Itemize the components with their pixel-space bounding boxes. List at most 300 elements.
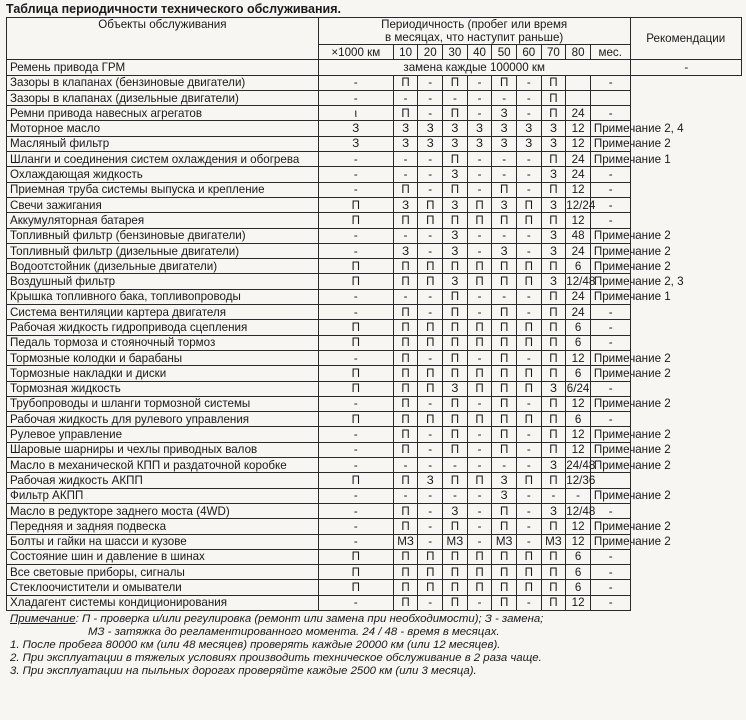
interval-cell: П [467,381,492,396]
interval-cell: П [418,565,443,580]
interval-cell: П [492,580,517,595]
interval-cell: - [393,167,418,182]
interval-cell: З [418,473,443,488]
months-cell: 12 [566,121,591,136]
interval-cell: - [492,458,517,473]
item-name: Рабочая жидкость АКПП [7,473,319,488]
table-row [7,75,742,90]
interval-cell: - [318,503,393,518]
interval-cell: П [516,473,541,488]
recommendation: - [590,167,630,182]
months-cell: 12 [566,427,591,442]
interval-cell: - [467,305,492,320]
months-cell: 12 [566,595,591,610]
header-km-10: 10 [393,45,418,60]
months-cell: 12/24 [566,198,596,212]
interval-cell: П [492,396,517,411]
interval-cell: П [467,473,492,488]
recommendation [590,473,630,488]
interval-cell: П [318,197,393,212]
item-name: Водоотстойник (дизельные двигатели) [7,259,319,274]
table-row [7,350,742,365]
interval-cell: З [443,167,468,182]
interval-cell: МЗ [443,534,468,549]
header-months: мес. [590,45,630,60]
interval-cell: П [393,366,418,381]
interval-cell: - [418,90,443,105]
interval-cell: П [318,366,393,381]
interval-cell: П [492,549,517,564]
recommendation: - [590,565,630,580]
recommendation: - [590,412,630,427]
interval-cell: П [393,259,418,274]
interval-cell: П [541,442,566,457]
months-cell: 12 [566,519,591,534]
recommendation: Примечание 2 [590,136,630,151]
recommendation: Примечание 2 [590,534,630,549]
recommendation: - [590,381,630,396]
interval-cell: П [418,320,443,335]
interval-cell: П [443,259,468,274]
interval-cell: П [393,213,418,228]
months-cell: 12 [566,213,591,228]
interval-cell: - [467,75,492,90]
interval-cell: З [393,243,418,258]
interval-cell: - [318,167,393,182]
interval-cell: - [516,167,541,182]
table-row [7,381,742,396]
months-cell: 12 [566,182,591,197]
item-name: Состояние шин и давление в шинах [7,549,319,564]
item-name: Воздушный фильтр [7,274,319,289]
interval-cell: - [393,458,418,473]
interval-cell: З [541,228,566,243]
table-row [7,305,742,320]
interval-cell: П [318,381,393,396]
interval-cell: П [443,412,468,427]
interval-cell: П [418,213,443,228]
interval-cell: П [443,519,468,534]
item-name: Хладагент системы кондиционирования [7,595,319,610]
header-km-80: 80 [566,45,591,60]
interval-cell: - [418,519,443,534]
interval-cell: П [541,259,566,274]
recommendation: Примечание 2 [590,350,630,365]
table-row [7,167,742,182]
interval-cell: З [492,197,517,212]
interval-cell: П [443,396,468,411]
interval-cell: П [393,305,418,320]
interval-cell: П [318,473,393,488]
interval-cell: П [393,565,418,580]
months-cell: 6 [566,366,591,381]
interval-cell: З [492,488,517,503]
maintenance-table [6,17,742,611]
notes-line2: МЗ - затяжка до регламентированного момента. 24 / 48 - время в месяцах. [88,625,500,638]
interval-cell: - [467,442,492,457]
recommendation: Примечание 2 [590,519,630,534]
interval-cell: П [492,75,517,90]
interval-cell: П [318,213,393,228]
interval-cell: П [516,565,541,580]
header-periodicity-line1: Периодичность (пробег или время [381,18,568,31]
table-row [7,152,742,167]
interval-cell: З [467,136,492,151]
interval-cell: - [467,289,492,304]
interval-cell: - [318,396,393,411]
months-cell: 6/24 [566,382,590,396]
interval-cell: З [492,473,517,488]
interval-cell: З [492,243,517,258]
interval-cell: П [318,580,393,595]
interval-cell: П [393,381,418,396]
interval-cell: П [467,213,492,228]
notes-line3: 1. После пробега 80000 км (или 48 месяцев) проверять каждые 20000 км (или 12 месяцев). [10,638,501,651]
interval-cell: - [318,519,393,534]
interval-cell: П [418,274,443,289]
table-row [7,580,742,595]
interval-cell: П [541,549,566,564]
interval-cell: П [443,106,468,121]
interval-cell: П [443,595,468,610]
interval-cell: П [492,366,517,381]
interval-cell: - [467,396,492,411]
interval-cell: П [541,366,566,381]
interval-cell: П [541,595,566,610]
interval-cell: З [541,167,566,182]
header-km-40: 40 [467,45,492,60]
interval-cell: - [318,75,393,90]
interval-cell: П [418,259,443,274]
recommendation: - [630,60,741,75]
table-row [7,427,742,442]
interval-cell: П [516,366,541,381]
notes [10,613,738,678]
interval-cell: П [492,412,517,427]
interval-cell: - [516,427,541,442]
interval-cell: - [516,595,541,610]
item-name: Ремни привода навесных агрегатов [7,106,319,121]
interval-cell: П [443,442,468,457]
recommendation: Примечание 2 [590,442,630,457]
interval-cell: - [467,152,492,167]
recommendation: - [590,320,630,335]
interval-cell: П [443,152,468,167]
header-objects: Объекты обслуживания [7,18,319,60]
interval-cell: П [443,580,468,595]
interval-cell: - [418,106,443,121]
interval-cell: - [393,289,418,304]
table-row [7,259,742,274]
interval-cell: - [318,182,393,197]
item-name: Шаровые шарниры и чехлы приводных валов [7,442,319,457]
interval-cell: П [467,335,492,350]
interval-cell: - [418,595,443,610]
item-name: Топливный фильтр (дизельные двигатели) [7,243,319,258]
item-name: Болты и гайки на шасси и кузове [7,534,319,549]
interval-cell: - [393,90,418,105]
item-name: Фильтр АКПП [7,488,319,503]
interval-cell: З [541,458,566,473]
interval-cell: - [516,442,541,457]
interval-cell: - [492,228,517,243]
interval-cell: П [467,565,492,580]
interval-cell: П [516,213,541,228]
interval-cell: З [418,136,443,151]
table-row [7,366,742,381]
interval-cell: П [492,305,517,320]
interval-cell: - [516,488,541,503]
item-name: Рулевое управление [7,427,319,442]
item-name: Моторное масло [7,121,319,136]
interval-cell: - [318,458,393,473]
table-row [7,274,742,289]
interval-cell: П [541,565,566,580]
table-row [7,121,742,136]
table-row [7,473,742,488]
interval-cell: МЗ [492,534,517,549]
interval-cell: П [492,335,517,350]
interval-cell: - [418,167,443,182]
recommendation: Примечание 1 [590,289,630,304]
interval-cell: П [492,381,517,396]
interval-cell: П [467,366,492,381]
interval-cell: - [467,534,492,549]
interval-cell: - [418,289,443,304]
recommendation: Примечание 2 [590,228,630,243]
interval-cell: З [443,381,468,396]
interval-cell: П [541,519,566,534]
months-cell: 24 [566,106,591,121]
interval-cell: П [467,580,492,595]
item-name: Трубопроводы и шланги тормозной системы [7,396,319,411]
interval-cell: П [393,580,418,595]
interval-cell: З [541,136,566,151]
interval-cell: З [492,106,517,121]
table-row [7,335,742,350]
interval-cell: - [467,182,492,197]
interval-cell: - [467,350,492,365]
table-row [7,595,742,610]
interval-cell: П [443,320,468,335]
interval-cell: - [467,458,492,473]
interval-cell: - [418,458,443,473]
months-cell: - [566,488,591,503]
months-cell: 12/48 [566,275,596,289]
interval-cell: П [393,335,418,350]
interval-cell: З [541,197,566,212]
interval-cell: - [393,152,418,167]
interval-cell: - [516,458,541,473]
notes-label: Примечание [10,612,76,625]
interval-cell: - [516,350,541,365]
months-cell: 12 [566,442,591,457]
recommendation: Примечание 2 [590,366,630,381]
item-name: Зазоры в клапанах (дизельные двигатели) [7,90,319,105]
table-row [7,565,742,580]
recommendation: - [590,213,630,228]
recommendation: Примечание 1 [590,152,630,167]
interval-cell: П [467,274,492,289]
recommendation: - [590,197,630,212]
recommendation: - [590,305,630,320]
interval-cell: П [393,473,418,488]
interval-cell: - [418,427,443,442]
header-periodicity [318,18,630,45]
interval-cell: З [318,121,393,136]
interval-cell: П [443,473,468,488]
months-cell [566,75,591,90]
interval-cell: П [516,580,541,595]
interval-cell: П [541,75,566,90]
interval-cell: - [318,442,393,457]
recommendation: Примечание 2 [590,458,630,473]
interval-cell: - [516,305,541,320]
interval-cell: П [541,396,566,411]
recommendation: - [590,580,630,595]
interval-cell: - [467,90,492,105]
interval-cell: П [516,259,541,274]
table-row [7,136,742,151]
recommendation: - [590,182,630,197]
interval-cell: П [516,197,541,212]
interval-cell: - [318,228,393,243]
interval-cell: - [418,243,443,258]
notes-line1 [10,613,738,626]
interval-cell: П [541,580,566,595]
table-row [7,442,742,457]
table-row [7,534,742,549]
months-cell: 6 [566,549,591,564]
interval-cell: - [467,488,492,503]
interval-cell: П [516,381,541,396]
table-row [7,243,742,258]
table-row [7,519,742,534]
interval-cell: - [516,396,541,411]
interval-cell: - [516,106,541,121]
interval-cell: - [443,458,468,473]
header-unit: ×1000 км [318,45,393,60]
item-name: Свечи зажигания [7,197,319,212]
interval-cell: П [443,182,468,197]
item-name: Крышка топливного бака, топливопроводы [7,289,319,304]
table-row [7,458,742,473]
header-recommendations: Рекомендации [630,18,741,60]
interval-cell: П [418,197,443,212]
interval-cell: З [443,243,468,258]
recommendation: Примечание 2, 3 [590,274,630,289]
interval-cell: П [443,75,468,90]
table-row [7,289,742,304]
interval-cell: П [541,335,566,350]
months-cell: 24/48 [566,458,596,472]
interval-cell: П [492,259,517,274]
interval-cell: П [492,442,517,457]
interval-cell: - [318,350,393,365]
interval-cell: П [443,427,468,442]
months-cell: 12 [566,136,591,151]
interval-cell: - [418,75,443,90]
interval-cell: З [443,228,468,243]
table-row [7,549,742,564]
recommendation: Примечание 2 [590,259,630,274]
interval-cell: П [443,366,468,381]
interval-cell: П [516,320,541,335]
table-row [7,90,742,105]
interval-cell: З [443,136,468,151]
item-name: Стеклоочистители и омыватели [7,580,319,595]
interval-cell: - [516,503,541,518]
interval-cell: П [541,473,566,488]
interval-cell: П [467,197,492,212]
interval-cell: - [418,305,443,320]
interval-cell: П [443,565,468,580]
notes-line5: 3. При эксплуатации на пыльных дорогах проверяйте каждые 2500 км (или 3 месяца). [10,664,477,677]
interval-cell: З [393,197,418,212]
interval-cell: МЗ [541,534,566,549]
interval-cell: П [492,350,517,365]
interval-cell: - [467,519,492,534]
interval-cell: П [393,412,418,427]
months-cell: 6 [566,565,591,580]
months-cell: 24 [566,289,591,304]
header-km-60: 60 [516,45,541,60]
interval-cell: З [467,121,492,136]
interval-cell: - [418,228,443,243]
months-cell: 24 [566,243,591,258]
item-name: Передняя и задняя подвеска [7,519,319,534]
item-name: Система вентиляции картера двигателя [7,305,319,320]
recommendation: - [590,75,630,90]
interval-cell: З [541,503,566,518]
interval-cell: П [318,320,393,335]
item-name: Аккумуляторная батарея [7,213,319,228]
interval-cell: П [393,106,418,121]
interval-cell: П [516,412,541,427]
interval-cell: З [393,136,418,151]
interval-cell: З [516,121,541,136]
interval-cell: П [541,213,566,228]
interval-cell: - [318,595,393,610]
interval-cell: П [541,90,566,105]
interval-cell: - [318,427,393,442]
interval-cell: - [516,182,541,197]
interval-cell: П [443,335,468,350]
item-name: Масляный фильтр [7,136,319,151]
table-row [7,320,742,335]
interval-cell: П [318,565,393,580]
interval-cell: П [541,320,566,335]
interval-cell: З [443,274,468,289]
interval-cell: П [443,549,468,564]
months-cell: 6 [566,335,591,350]
item-name: Рабочая жидкость для рулевого управления [7,412,319,427]
interval-cell: П [541,106,566,121]
table-row [7,488,742,503]
recommendation: Примечание 2 [590,396,630,411]
item-name: Охлаждающая жидкость [7,167,319,182]
months-cell: 6 [566,259,591,274]
interval-cell: - [492,289,517,304]
interval-cell: П [516,549,541,564]
interval-cell: - [393,488,418,503]
interval-cell: - [516,152,541,167]
interval-cell: П [318,259,393,274]
interval-cell: - [467,228,492,243]
interval-cell: П [492,519,517,534]
interval-cell: П [492,213,517,228]
months-cell: 12 [566,396,591,411]
